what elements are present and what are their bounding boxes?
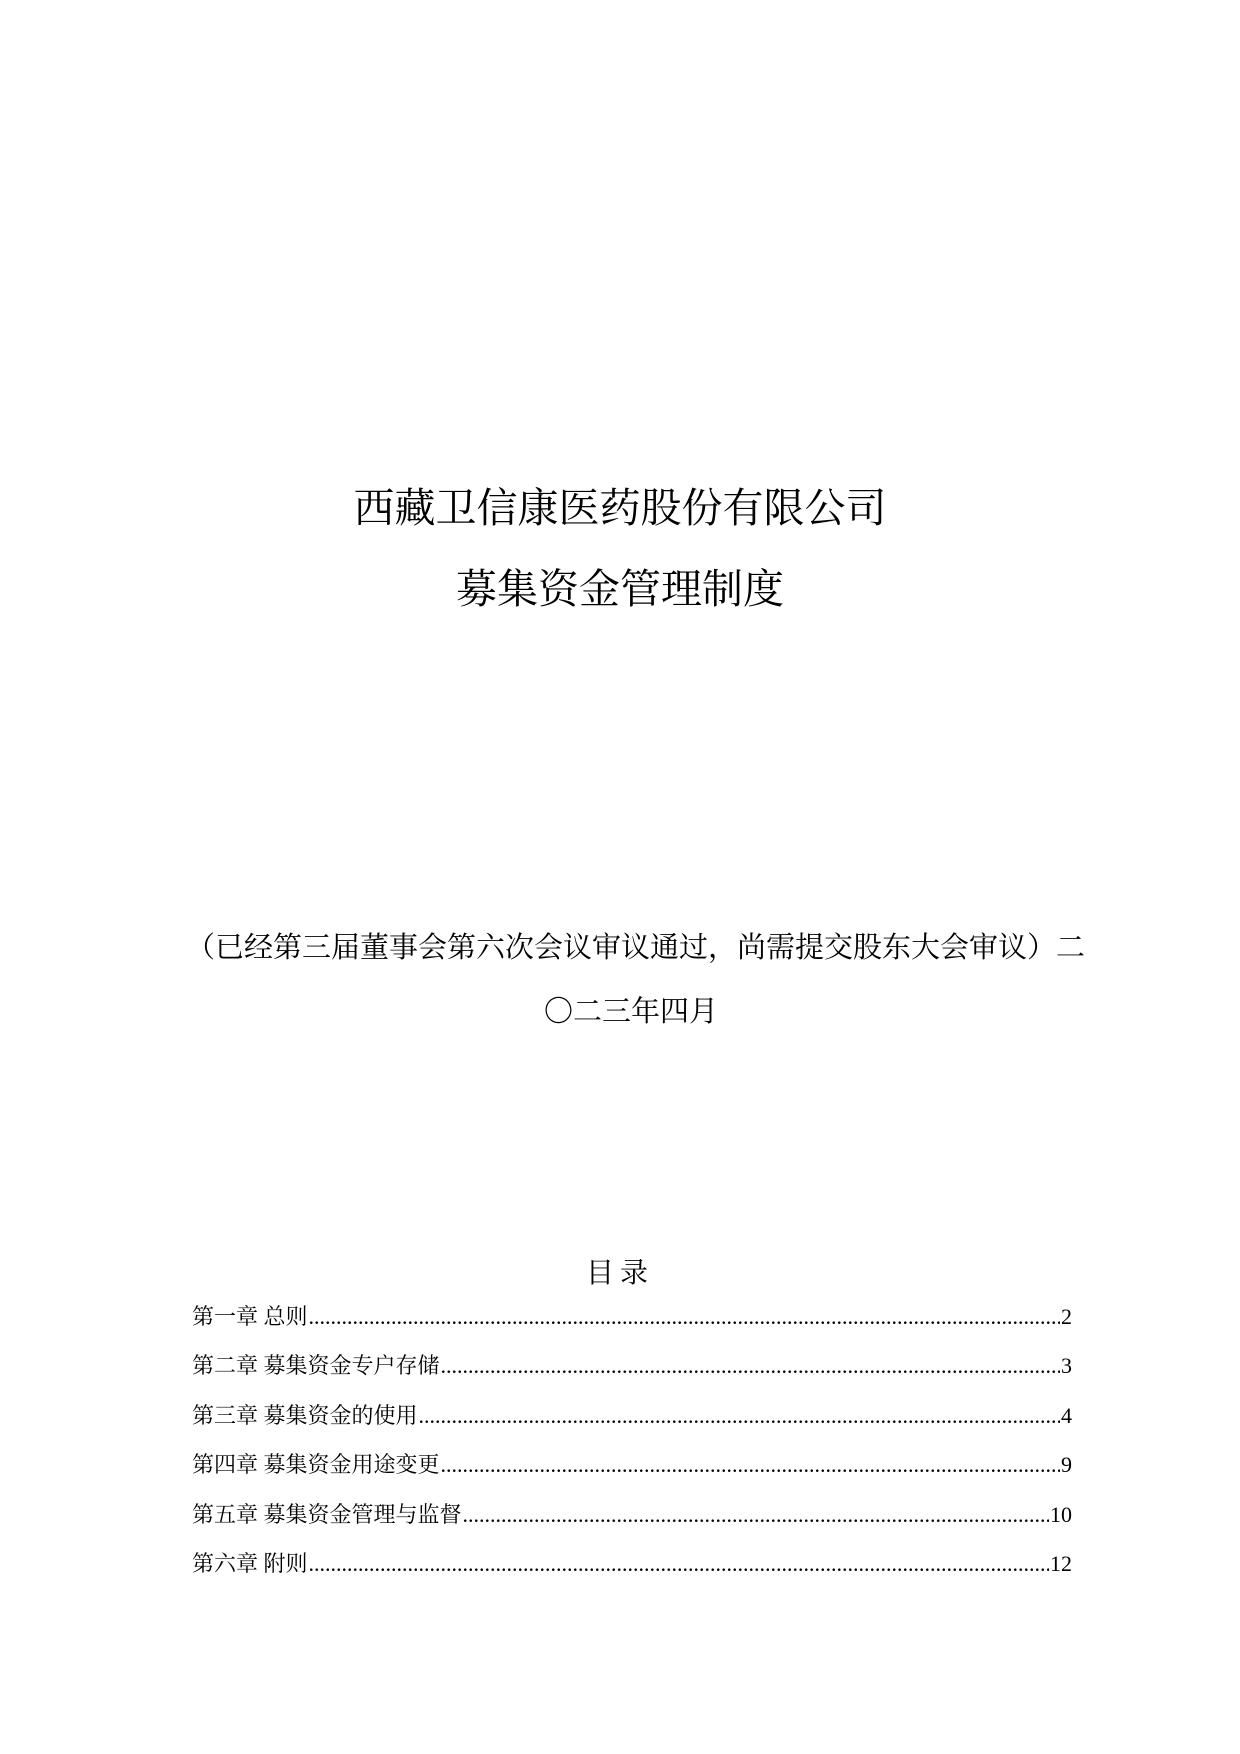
toc-entry-page: 2	[1061, 1304, 1072, 1329]
toc-entry-page: 3	[1061, 1353, 1072, 1379]
toc-entry-label: 第三章 募集资金的使用	[192, 1402, 418, 1428]
toc-entry[interactable]	[192, 1547, 1072, 1596]
toc-entry-page: 10	[1050, 1501, 1072, 1527]
toc-entry-label: 第一章 总则	[192, 1304, 308, 1329]
toc-leader-dots	[309, 1304, 1060, 1330]
toc-entry[interactable]	[192, 1448, 1072, 1497]
toc-title: 目录	[585, 1256, 654, 1289]
toc-entry[interactable]	[192, 1300, 1072, 1349]
toc-entry-page: 4	[1061, 1402, 1072, 1428]
toc-entry-label: 第二章 募集资金专户存储	[192, 1353, 440, 1379]
toc-leader-dots	[463, 1502, 1049, 1528]
table-of-contents	[192, 1300, 1072, 1596]
toc-leader-dots	[419, 1403, 1060, 1429]
toc-entry-label: 第六章 附则	[192, 1550, 308, 1576]
toc-leader-dots	[309, 1551, 1049, 1577]
document-date: 〇二三年四月	[543, 994, 718, 1028]
toc-entry-page: 12	[1050, 1550, 1072, 1576]
approval-note: （已经第三届董事会第六次会议审议通过，尚需提交股东大会审议）二	[186, 930, 1086, 964]
toc-entry-label: 第四章 募集资金用途变更	[192, 1452, 440, 1478]
toc-leader-dots	[441, 1452, 1060, 1478]
toc-entry[interactable]	[192, 1498, 1072, 1547]
toc-entry-page: 9	[1061, 1452, 1072, 1478]
toc-leader-dots	[441, 1353, 1060, 1379]
company-name: 西藏卫信康医药股份有限公司	[353, 484, 887, 532]
toc-entry-label: 第五章 募集资金管理与监督	[192, 1501, 462, 1527]
document-title: 募集资金管理制度	[456, 565, 784, 613]
toc-entry[interactable]	[192, 1349, 1072, 1398]
toc-entry[interactable]	[192, 1399, 1072, 1448]
